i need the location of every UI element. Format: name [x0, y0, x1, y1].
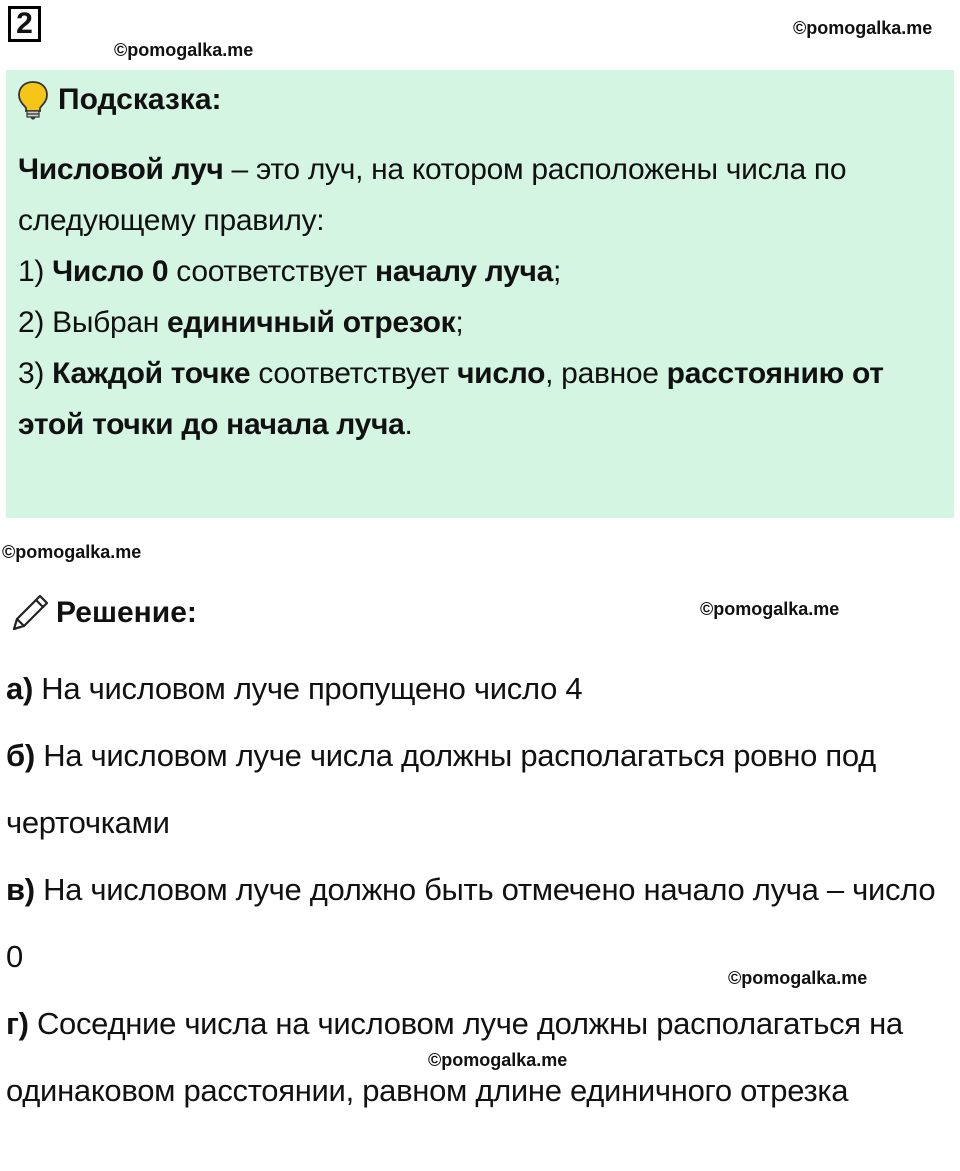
rule-text: 2) Выбран	[18, 306, 168, 339]
rule-text: соответствует	[250, 357, 458, 390]
solution-item	[6, 722, 956, 856]
item-letter: г)	[6, 1006, 29, 1041]
rule-bold: расстоянию от этой точки до начала луча	[18, 357, 884, 441]
item-letter: б)	[6, 738, 35, 773]
rule-bold: единичный отрезок	[167, 306, 456, 339]
watermark: ©pomogalka.me	[793, 18, 933, 38]
item-text: На числовом луче должно быть отмечено начало луча – число 0	[6, 872, 936, 974]
term: Числовой луч	[18, 153, 224, 186]
watermark: ©pomogalka.me	[700, 599, 840, 619]
rule-2	[18, 297, 948, 348]
task-number: 2	[8, 6, 41, 42]
watermark: ©pomogalka.me	[728, 968, 868, 988]
rule-text: .	[404, 408, 413, 441]
solution-header	[8, 590, 197, 636]
solution-text	[6, 655, 956, 1124]
rule-bold: число	[457, 357, 546, 390]
item-text: Соседние числа на числовом луче должны располагаться на одинаковом расстоянии, равном длине единичного отрезка	[6, 1006, 903, 1108]
lightbulb-icon	[16, 80, 50, 120]
watermark: ©pomogalka.me	[114, 40, 254, 60]
rule-bold: началу луча	[375, 255, 554, 288]
item-text: На числовом луче пропущено число 4	[32, 671, 583, 706]
watermark: ©pomogalka.me	[428, 1050, 568, 1070]
hint-text	[18, 144, 948, 450]
hint-definition	[18, 144, 948, 246]
rule-3	[18, 348, 948, 450]
item-letter: а)	[6, 671, 33, 706]
hint-header	[16, 78, 222, 122]
rule-text: 1)	[18, 255, 53, 288]
solution-item	[6, 655, 956, 722]
hint-title: Подсказка:	[58, 83, 222, 116]
item-letter: в)	[6, 872, 35, 907]
solution-item	[6, 856, 956, 990]
solution-title: Решение:	[56, 596, 197, 629]
watermark: ©pomogalka.me	[2, 542, 142, 562]
rule-1	[18, 246, 948, 297]
rule-text: ;	[455, 306, 464, 339]
rule-text: , равное	[545, 357, 667, 390]
rule-text: соответствует	[168, 255, 376, 288]
rule-bold: Число 0	[52, 255, 169, 288]
rule-bold: Каждой точке	[52, 357, 251, 390]
definition-text: – это луч, на котором расположены числа по следующему правилу:	[18, 153, 847, 237]
item-text: На числовом луче числа должны располагаться ровно под черточками	[6, 738, 876, 840]
solution-item	[6, 990, 956, 1124]
pencil-icon	[8, 591, 52, 635]
rule-text: 3)	[18, 357, 53, 390]
rule-text: ;	[553, 255, 562, 288]
